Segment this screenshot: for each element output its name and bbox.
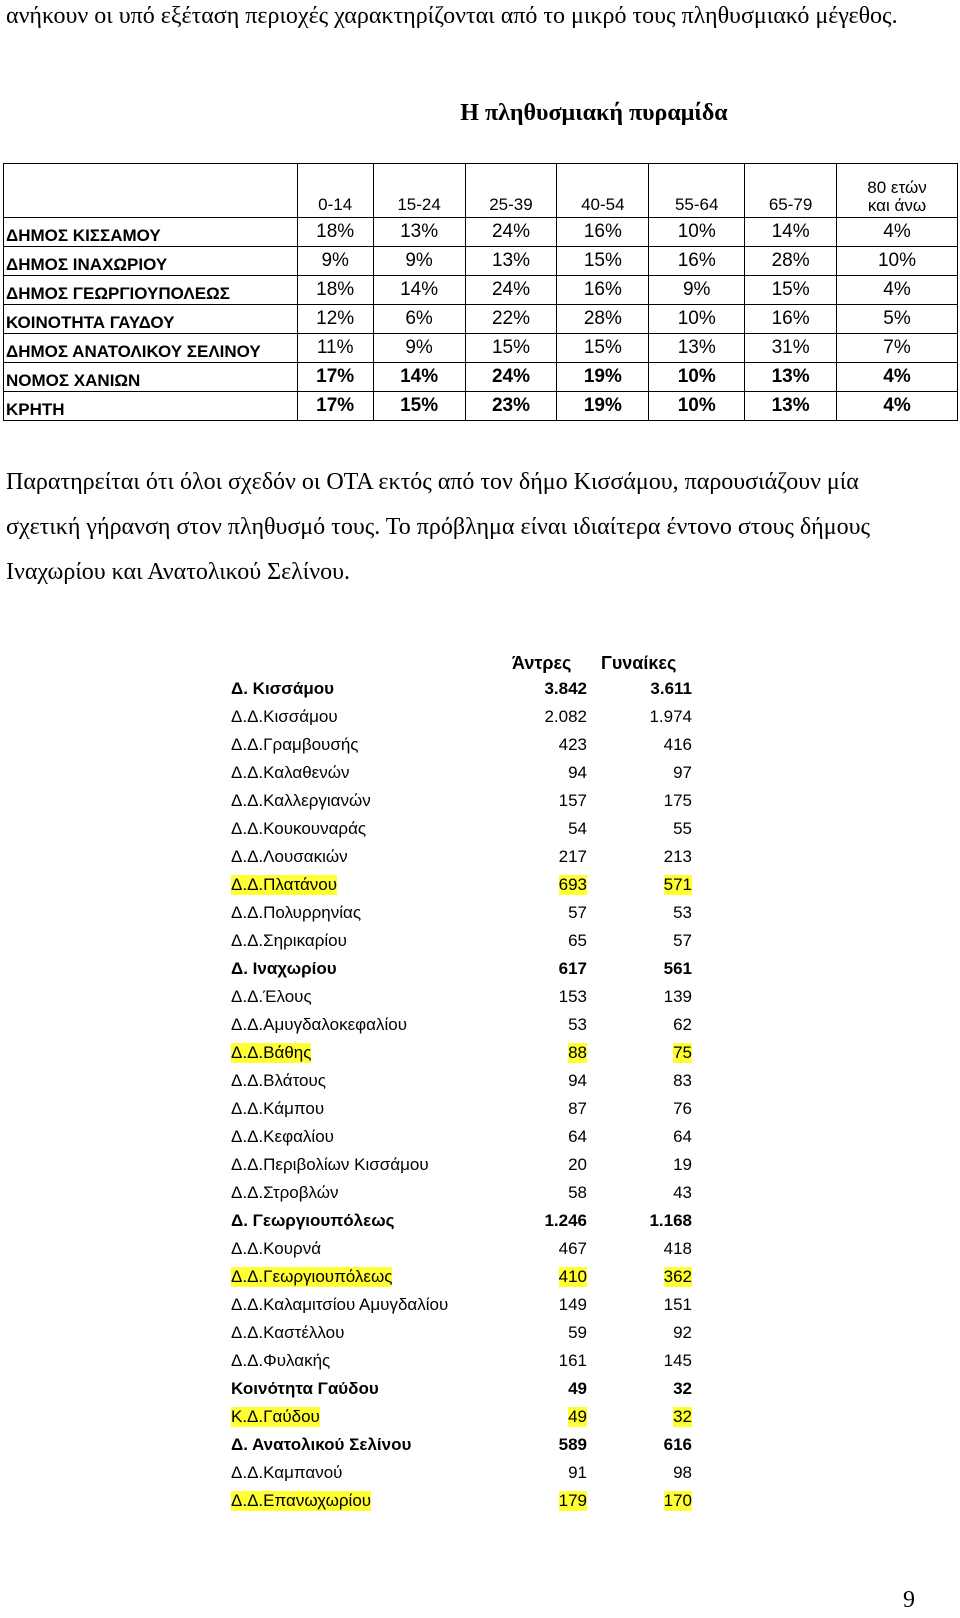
area-name: Δ.Δ.Βάθης [231, 1043, 312, 1062]
percentage-cell: 18% [297, 218, 373, 247]
women-count: 62 [673, 1015, 692, 1034]
women-count: 76 [673, 1099, 692, 1118]
women-count: 32 [673, 1379, 692, 1398]
men-count: 157 [558, 791, 587, 810]
percentage-cell: 23% [465, 392, 557, 421]
percentage-cell: 17% [297, 392, 373, 421]
percentage-cell: 13% [745, 392, 837, 421]
women-count: 175 [663, 791, 692, 810]
population-list [0, 675, 960, 1515]
women-count: 98 [673, 1463, 692, 1482]
percentage-cell: 11% [297, 334, 373, 363]
population-row [0, 955, 960, 983]
population-row [0, 1291, 960, 1319]
population-row [0, 703, 960, 731]
population-row [0, 1039, 960, 1067]
percentage-cell: 16% [649, 247, 745, 276]
population-row [0, 1459, 960, 1487]
men-count: 20 [568, 1155, 587, 1174]
percentage-cell: 13% [649, 334, 745, 363]
women-count: 75 [673, 1043, 692, 1062]
women-count: 1.974 [649, 707, 692, 726]
percentage-cell: 14% [745, 218, 837, 247]
percentage-cell: 5% [837, 305, 958, 334]
men-count: 693 [558, 875, 587, 894]
area-name: Δ.Δ.Κάμπου [231, 1099, 325, 1118]
men-count: 217 [558, 847, 587, 866]
women-count: 3.611 [650, 679, 692, 698]
men-count: 161 [558, 1351, 587, 1370]
women-count: 64 [673, 1127, 692, 1146]
men-count: 423 [558, 735, 587, 754]
population-row [0, 983, 960, 1011]
population-row [0, 1375, 960, 1403]
percentage-cell: 9% [373, 247, 465, 276]
percentage-cell: 28% [745, 247, 837, 276]
women-count: 139 [663, 987, 692, 1006]
men-count: 64 [568, 1127, 587, 1146]
percentage-cell: 15% [373, 392, 465, 421]
region-name: ΔΗΜΟΣ ΙΝΑΧΩΡΙΟΥ [4, 247, 298, 276]
percentage-cell: 16% [557, 276, 649, 305]
percentage-cell: 16% [557, 218, 649, 247]
percentage-cell: 15% [557, 334, 649, 363]
percentage-cell: 10% [649, 305, 745, 334]
percentage-cell: 19% [557, 363, 649, 392]
percentage-cell: 24% [465, 363, 557, 392]
men-count: 617 [558, 959, 587, 978]
women-count: 151 [663, 1295, 692, 1314]
area-name: Δ. Ιναχωρίου [231, 959, 337, 978]
men-column-header: Άντρες [512, 653, 572, 673]
percentage-cell: 10% [649, 392, 745, 421]
area-name: Δ.Δ.Κουκουναράς [231, 819, 367, 838]
population-row [0, 1235, 960, 1263]
women-column-header: Γυναίκες [601, 653, 677, 673]
area-name: Δ.Δ.Βλάτους [231, 1071, 326, 1090]
age-group-header: 80 ετών και άνω [837, 164, 958, 218]
population-row [0, 1431, 960, 1459]
pyramid-row [4, 247, 958, 276]
population-pyramid-table [3, 163, 958, 421]
percentage-cell: 22% [465, 305, 557, 334]
percentage-cell: 4% [837, 218, 958, 247]
percentage-cell: 7% [837, 334, 958, 363]
percentage-cell: 16% [745, 305, 837, 334]
pyramid-row [4, 363, 958, 392]
percentage-cell: 10% [649, 218, 745, 247]
women-count: 97 [673, 763, 692, 782]
women-count: 32 [673, 1407, 692, 1426]
pyramid-row [4, 334, 958, 363]
region-name: ΚΟΙΝΟΤΗΤΑ ΓΑΥΔΟΥ [4, 305, 298, 334]
percentage-cell: 4% [837, 363, 958, 392]
region-name: ΚΡΗΤΗ [4, 392, 298, 421]
women-count: 57 [673, 931, 692, 950]
percentage-cell: 14% [373, 363, 465, 392]
area-name: Δ.Δ.Φυλακής [231, 1351, 331, 1370]
area-name: Δ.Δ.Καμπανού [231, 1463, 343, 1482]
area-name: Δ.Δ.Κουρνά [231, 1239, 322, 1258]
percentage-cell: 14% [373, 276, 465, 305]
women-count: 55 [673, 819, 692, 838]
pyramid-row [4, 276, 958, 305]
women-count: 416 [663, 735, 692, 754]
men-count: 54 [568, 819, 587, 838]
women-count: 53 [673, 903, 692, 922]
age-group-header: 0-14 [297, 164, 373, 218]
men-count: 87 [568, 1099, 587, 1118]
region-name: ΔΗΜΟΣ ΚΙΣΣΑΜΟΥ [4, 218, 298, 247]
men-count: 589 [558, 1435, 587, 1454]
percentage-cell: 18% [297, 276, 373, 305]
men-count: 3.842 [544, 679, 587, 698]
women-count: 145 [663, 1351, 692, 1370]
pyramid-row [4, 305, 958, 334]
men-count: 91 [568, 1463, 587, 1482]
area-name: Κοινότητα Γαύδου [231, 1379, 379, 1398]
population-row [0, 843, 960, 871]
women-count: 170 [663, 1491, 692, 1510]
age-group-header: 15-24 [373, 164, 465, 218]
percentage-cell: 15% [745, 276, 837, 305]
population-row [0, 1123, 960, 1151]
population-row [0, 1095, 960, 1123]
percentage-cell: 10% [837, 247, 958, 276]
population-row [0, 1151, 960, 1179]
women-count: 43 [673, 1183, 692, 1202]
age-group-header: 25-39 [465, 164, 557, 218]
area-name: Δ.Δ.Πλατάνου [231, 875, 338, 894]
area-name: Δ.Δ.Καστέλλου [231, 1323, 345, 1342]
percentage-cell: 9% [649, 276, 745, 305]
population-row [0, 1207, 960, 1235]
percentage-cell: 15% [465, 334, 557, 363]
women-count: 561 [663, 959, 692, 978]
region-name: ΔΗΜΟΣ ΑΝΑΤΟΛΙΚΟΥ ΣΕΛΙΝΟΥ [4, 334, 298, 363]
women-count: 92 [673, 1323, 692, 1342]
percentage-cell: 31% [745, 334, 837, 363]
women-count: 362 [663, 1267, 692, 1286]
area-name: Δ.Δ.Καλαμιτσίου Αμυγδαλίου [231, 1295, 449, 1314]
men-count: 65 [568, 931, 587, 950]
percentage-cell: 15% [557, 247, 649, 276]
pyramid-row [4, 392, 958, 421]
women-count: 213 [663, 847, 692, 866]
area-name: Δ.Δ.Επανωχωρίου [231, 1491, 372, 1510]
area-name: Δ.Δ.Κεφαλίου [231, 1127, 334, 1146]
men-count: 94 [568, 763, 587, 782]
percentage-cell: 28% [557, 305, 649, 334]
percentage-cell: 13% [465, 247, 557, 276]
men-count: 467 [558, 1239, 587, 1258]
age-group-header: 40-54 [557, 164, 649, 218]
population-row [0, 1263, 960, 1291]
region-name: ΝΟΜΟΣ ΧΑΝΙΩΝ [4, 363, 298, 392]
area-name: Δ.Δ.Καλλεργιανών [231, 791, 371, 810]
women-count: 571 [663, 875, 692, 894]
men-count: 153 [558, 987, 587, 1006]
area-name: Δ. Κισσάμου [231, 679, 335, 698]
population-row [0, 1067, 960, 1095]
men-count: 59 [568, 1323, 587, 1342]
pyramid-corner-cell [4, 164, 298, 218]
observation-paragraph: Παρατηρείται ότι όλοι σχεδόν οι ΟΤΑ εκτός από τον δήμο Κισσάμου, παρουσιάζουν μία σχετική γήρανση στον πληθυσμό τους. Το πρόβλημα είναι ιδιαίτερα έντονο στους δήμους Ιναχωρίου και Ανατολικού Σελίνου. [6, 469, 870, 585]
population-row [0, 815, 960, 843]
page-number: 9 [903, 1587, 915, 1613]
area-name: Κ.Δ.Γαύδου [231, 1407, 320, 1426]
pyramid-row [4, 218, 958, 247]
percentage-cell: 9% [373, 334, 465, 363]
men-count: 2.082 [544, 707, 587, 726]
men-count: 58 [568, 1183, 587, 1202]
percentage-cell: 12% [297, 305, 373, 334]
area-name: Δ. Γεωργιουπόλεως [231, 1211, 395, 1230]
men-count: 49 [568, 1379, 587, 1398]
area-name: Δ. Ανατολικού Σελίνου [231, 1435, 412, 1454]
area-name: Δ.Δ.Σηρικαρίου [231, 931, 347, 950]
population-row [0, 871, 960, 899]
percentage-cell: 24% [465, 218, 557, 247]
women-count: 1.168 [649, 1211, 692, 1230]
area-name: Δ.Δ.Αμυγδαλοκεφαλίου [231, 1015, 408, 1034]
men-count: 88 [568, 1043, 587, 1062]
area-name: Δ.Δ.Περιβολίων Κισσάμου [231, 1155, 429, 1174]
age-group-header: 55-64 [649, 164, 745, 218]
area-name: Δ.Δ.Πολυρρηνίας [231, 903, 362, 922]
population-row [0, 1319, 960, 1347]
area-name: Δ.Δ.Καλαθενών [231, 763, 350, 782]
age-group-header: 65-79 [745, 164, 837, 218]
area-name: Δ.Δ.Λουσακιών [231, 847, 348, 866]
population-row [0, 1403, 960, 1431]
area-name: Δ.Δ.Στροβλών [231, 1183, 339, 1202]
men-count: 49 [568, 1407, 587, 1426]
women-count: 418 [663, 1239, 692, 1258]
population-row [0, 675, 960, 703]
men-count: 94 [568, 1071, 587, 1090]
men-count: 57 [568, 903, 587, 922]
men-count: 1.246 [544, 1211, 587, 1230]
population-row [0, 1011, 960, 1039]
percentage-cell: 19% [557, 392, 649, 421]
women-count: 19 [673, 1155, 692, 1174]
men-count: 410 [558, 1267, 587, 1286]
percentage-cell: 13% [373, 218, 465, 247]
population-row [0, 899, 960, 927]
population-row [0, 1487, 960, 1515]
pyramid-title: Η πληθυσμιακή πυραμίδα [460, 100, 728, 126]
population-row [0, 731, 960, 759]
area-name: Δ.Δ.Γεωργιουπόλεως [231, 1267, 393, 1286]
region-name: ΔΗΜΟΣ ΓΕΩΡΓΙΟΥΠΟΛΕΩΣ [4, 276, 298, 305]
area-name: Δ.Δ.Έλους [231, 987, 312, 1006]
men-count: 179 [558, 1491, 587, 1510]
percentage-cell: 17% [297, 363, 373, 392]
area-name: Δ.Δ.Γραμβουσής [231, 735, 359, 754]
women-count: 83 [673, 1071, 692, 1090]
population-row [0, 1347, 960, 1375]
men-count: 53 [568, 1015, 587, 1034]
intro-paragraph: ανήκουν οι υπό εξέταση περιοχές χαρακτηρίζονται από το μικρό τους πληθυσμιακό μέγεθος. [6, 3, 898, 29]
population-row [0, 787, 960, 815]
pyramid-header-row [4, 164, 958, 218]
population-row [0, 1179, 960, 1207]
percentage-cell: 6% [373, 305, 465, 334]
percentage-cell: 10% [649, 363, 745, 392]
area-name: Δ.Δ.Κισσάμου [231, 707, 338, 726]
percentage-cell: 4% [837, 276, 958, 305]
women-count: 616 [663, 1435, 692, 1454]
population-row [0, 927, 960, 955]
percentage-cell: 24% [465, 276, 557, 305]
men-count: 149 [558, 1295, 587, 1314]
population-row [0, 759, 960, 787]
percentage-cell: 13% [745, 363, 837, 392]
percentage-cell: 4% [837, 392, 958, 421]
percentage-cell: 9% [297, 247, 373, 276]
